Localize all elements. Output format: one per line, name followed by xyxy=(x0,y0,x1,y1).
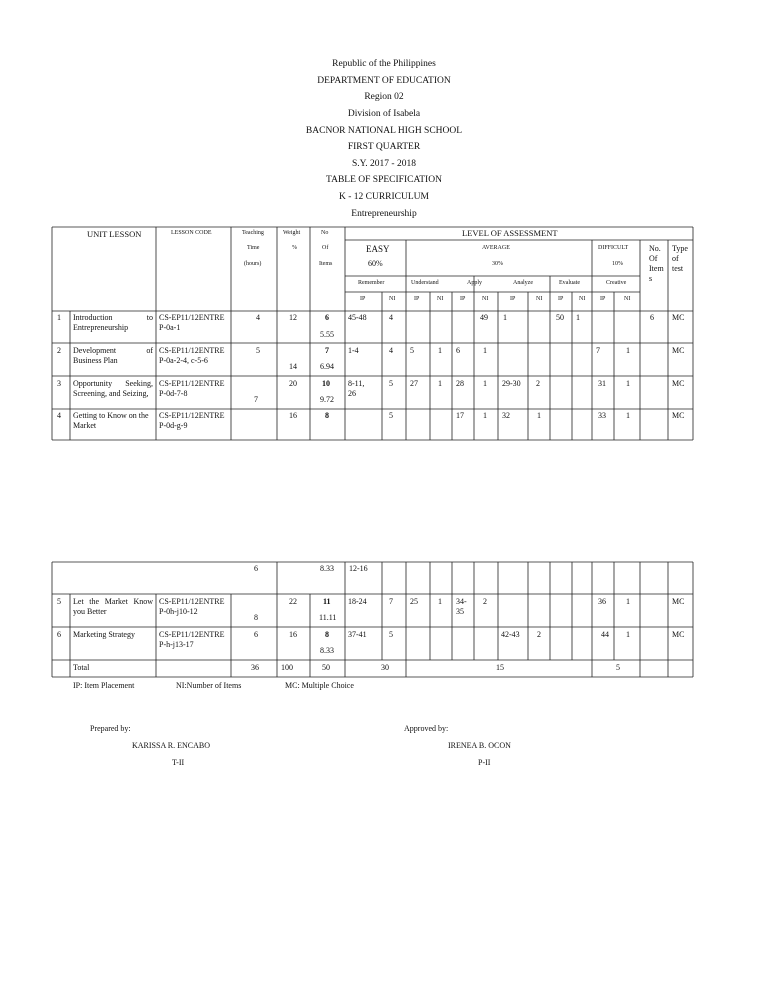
col-no-of-items: No. Of Item s xyxy=(649,244,664,283)
creative-ip: 7 xyxy=(596,346,600,355)
evaluate-ni: 50 xyxy=(556,313,564,322)
department-line: DEPARTMENT OF EDUCATION xyxy=(317,76,451,86)
col-type-of-test: Type of test xyxy=(672,244,688,273)
items-cell: 11 xyxy=(323,597,331,606)
row-number: 4 xyxy=(57,411,61,420)
total-time: 36 xyxy=(251,663,259,672)
lesson-code-cell: CS-EP11/12ENTRE P-0a-2-4, c-5-6 xyxy=(159,346,225,365)
understand-ni: 1 xyxy=(438,346,442,355)
creative-ip: 44 xyxy=(601,630,609,639)
analyze-ni: 2 xyxy=(536,379,540,388)
col-hours: (hours) xyxy=(244,261,262,267)
prepared-by-label: Prepared by: xyxy=(90,724,131,733)
lesson-code-cell: CS-EP11/12ENTRE P-0d-g-9 xyxy=(159,411,225,430)
total-average: 15 xyxy=(496,663,504,672)
difficult-label: DIFFICULT xyxy=(598,245,629,251)
time-cell: 6 xyxy=(254,630,258,639)
ip-label: IP xyxy=(558,296,564,302)
ip-label: IP xyxy=(360,296,366,302)
time-cell: 7 xyxy=(254,395,258,404)
understand-ip: 25 xyxy=(410,597,418,606)
time-cell: 4 xyxy=(256,313,260,322)
legend-ni: NI:Number of Items xyxy=(176,681,242,690)
apply-ni: 1 xyxy=(483,346,487,355)
document-title: TABLE OF SPECIFICATION xyxy=(326,175,442,185)
items-pct-cell: 9.72 xyxy=(320,395,334,404)
items-pct-cell: 8.33 xyxy=(320,646,334,655)
items-cell: 8 xyxy=(325,630,329,639)
total-items-cell: 6 xyxy=(650,313,654,322)
ni-label: NI xyxy=(437,296,444,302)
ip-label: IP xyxy=(414,296,420,302)
items-cell: 7 xyxy=(325,346,329,355)
sub-remember: Remember xyxy=(358,280,385,286)
type-cell: MC xyxy=(672,411,685,420)
col-unit-lesson: UNIT LESSON xyxy=(87,229,142,239)
difficult-pct: 10% xyxy=(612,261,623,267)
items-pct-cell: 5.55 xyxy=(320,330,334,339)
total-items: 50 xyxy=(322,663,330,672)
ni-label: NI xyxy=(536,296,543,302)
apply-ip: 34- 35 xyxy=(456,597,467,616)
col-teaching: Teaching xyxy=(242,230,264,236)
col-weight: Weight xyxy=(283,230,301,236)
col-of: Of xyxy=(322,245,329,251)
creative-ip: 33 xyxy=(598,411,606,420)
remember-ni: 5 xyxy=(389,411,393,420)
remember-ip: 45-48 xyxy=(348,313,367,322)
legend-ip: IP: Item Placement xyxy=(73,681,135,690)
legend-mc: MC: Multiple Choice xyxy=(285,681,354,690)
total-label: Total xyxy=(73,663,90,672)
remember-ip: 1-4 xyxy=(348,346,359,355)
apply-ni: 2 xyxy=(483,597,487,606)
items-pct-cell: 11.11 xyxy=(319,613,337,622)
remember-ip: 37-41 xyxy=(348,630,367,639)
unit-lesson-cell: Development of Business Plan xyxy=(73,346,153,365)
sub-creative: Creative xyxy=(606,280,627,286)
time-cell: 8 xyxy=(254,613,258,622)
ip-label: IP xyxy=(600,296,606,302)
approved-by-name: IRENEA B. OCON xyxy=(448,741,511,750)
total-weight: 100 xyxy=(281,663,293,672)
unit-lesson-cell: Getting to Know on the Market xyxy=(73,411,149,430)
ni-label: NI xyxy=(624,296,631,302)
remember-ni: 5 xyxy=(389,379,393,388)
creative-ni: 1 xyxy=(626,630,630,639)
remember-ni: 7 xyxy=(389,597,393,606)
col-no: No xyxy=(321,230,329,236)
type-cell: MC xyxy=(672,597,685,606)
apply-ip: 6 xyxy=(456,346,460,355)
sub-evaluate: Evaluate xyxy=(559,280,580,286)
weight-cell: 16 xyxy=(289,411,297,420)
col-items: Items xyxy=(319,261,333,267)
prepared-by-name: KARISSA R. ENCABO xyxy=(132,741,211,750)
apply-ni: 1 xyxy=(483,411,487,420)
analyze-ni: 1 xyxy=(537,411,541,420)
weight-cell: 16 xyxy=(289,630,297,639)
type-cell: MC xyxy=(672,313,685,322)
items-cell: 8 xyxy=(325,411,329,420)
remember-ip: 12-16 xyxy=(349,564,368,573)
remember-ip: 8-11, 26 xyxy=(348,379,365,398)
unit-lesson-cell: Introduction to Entrepreneurship xyxy=(73,313,153,332)
ni-label: NI xyxy=(579,296,586,302)
easy-label: EASY xyxy=(366,244,390,254)
creative-ni: 1 xyxy=(626,597,630,606)
apply-ip: 28 xyxy=(456,379,464,388)
school-line: BACNOR NATIONAL HIGH SCHOOL xyxy=(305,126,463,136)
easy-pct: 60% xyxy=(368,259,383,268)
weight-cell: 12 xyxy=(289,313,297,322)
sub-analyze: Analyze xyxy=(513,280,533,286)
ni-label: NI xyxy=(482,296,489,302)
items-pct-cell: 6.94 xyxy=(320,362,334,371)
apply-ni: 1 xyxy=(483,379,487,388)
apply-ip: 17 xyxy=(456,411,464,420)
level-of-assessment: LEVEL OF ASSESSMENT xyxy=(462,228,558,238)
approved-by-label: Approved by: xyxy=(404,724,449,733)
time-cell: 5 xyxy=(256,346,260,355)
subject-line: Entrepreneurship xyxy=(351,209,417,219)
average-label: AVERAGE xyxy=(482,245,510,251)
ni-label: NI xyxy=(389,296,396,302)
creative-ni: 1 xyxy=(626,411,630,420)
creative-ni: 1 xyxy=(626,346,630,355)
creative-ip: 1 xyxy=(576,313,580,322)
understand-ni: 1 xyxy=(438,597,442,606)
items-cell: 6 xyxy=(325,313,329,322)
creative-ip: 36 xyxy=(598,597,606,606)
weight-cell: 20 xyxy=(289,379,297,388)
quarter-line: FIRST QUARTER xyxy=(347,142,421,152)
unit-lesson-cell: Marketing Strategy xyxy=(73,630,135,639)
curriculum-line: K - 12 CURRICULUM xyxy=(339,192,429,202)
items-cell: 10 xyxy=(322,379,330,388)
type-cell: MC xyxy=(672,630,685,639)
row-number: 2 xyxy=(57,346,61,355)
unit-lesson-cell: Let the Market Know you Better xyxy=(73,597,153,616)
row-number: 6 xyxy=(57,630,61,639)
total-easy: 30 xyxy=(381,663,389,672)
row-number: 5 xyxy=(57,597,61,606)
lesson-code-cell: CS-EP11/12ENTRE P-0a-1 xyxy=(159,313,225,332)
row-number: 1 xyxy=(57,313,61,322)
row-number: 3 xyxy=(57,379,61,388)
analyze-ip: 1 xyxy=(503,313,507,322)
creative-ip: 31 xyxy=(598,379,606,388)
col-time: Time xyxy=(247,245,260,251)
division-line: Division of Isabela xyxy=(347,109,421,119)
ip-label: IP xyxy=(460,296,466,302)
items-pct-cell: 8.33 xyxy=(320,564,334,573)
understand-ni: 1 xyxy=(438,379,442,388)
region-line: Region 02 xyxy=(364,92,404,102)
ip-label: IP xyxy=(510,296,516,302)
remember-ni: 5 xyxy=(389,630,393,639)
time-cell: 6 xyxy=(254,564,258,573)
type-cell: MC xyxy=(672,346,685,355)
unit-lesson-cell: Opportunity Seeking, Screening, and Seizing, xyxy=(73,379,153,398)
weight-cell: 14 xyxy=(289,362,297,371)
sub-apply: Apply xyxy=(467,280,482,286)
col-pct: % xyxy=(292,245,297,251)
weight-cell: 22 xyxy=(289,597,297,606)
approved-by-title: P-II xyxy=(478,758,491,767)
understand-ip: 5 xyxy=(410,346,414,355)
total-difficult: 5 xyxy=(616,663,620,672)
type-cell: MC xyxy=(672,379,685,388)
apply-ni: 49 xyxy=(480,313,488,322)
average-pct: 30% xyxy=(492,261,503,267)
remember-ni: 4 xyxy=(389,346,393,355)
lesson-code-cell: CS-EP11/12ENTRE P-h-j13-17 xyxy=(159,630,225,649)
analyze-ni: 2 xyxy=(537,630,541,639)
prepared-by-title: T-II xyxy=(172,758,185,767)
creative-ni: 1 xyxy=(626,379,630,388)
lesson-code-cell: CS-EP11/12ENTRE P-0h-j10-12 xyxy=(159,597,225,616)
understand-ip: 27 xyxy=(410,379,418,388)
remember-ip: 18-24 xyxy=(348,597,367,606)
remember-ni: 4 xyxy=(389,313,393,322)
republic-line: Republic of the Philippines xyxy=(332,59,436,69)
sub-understand: Understand xyxy=(411,280,439,286)
lesson-code-cell: CS-EP11/12ENTRE P-0d-7-8 xyxy=(159,379,225,398)
school-year-line: S.Y. 2017 - 2018 xyxy=(352,159,416,169)
analyze-ip: 29-30 xyxy=(502,379,521,388)
analyze-ip: 42-43 xyxy=(501,630,520,639)
col-lesson-code: LESSON CODE xyxy=(171,230,212,236)
analyze-ip: 32 xyxy=(502,411,510,420)
